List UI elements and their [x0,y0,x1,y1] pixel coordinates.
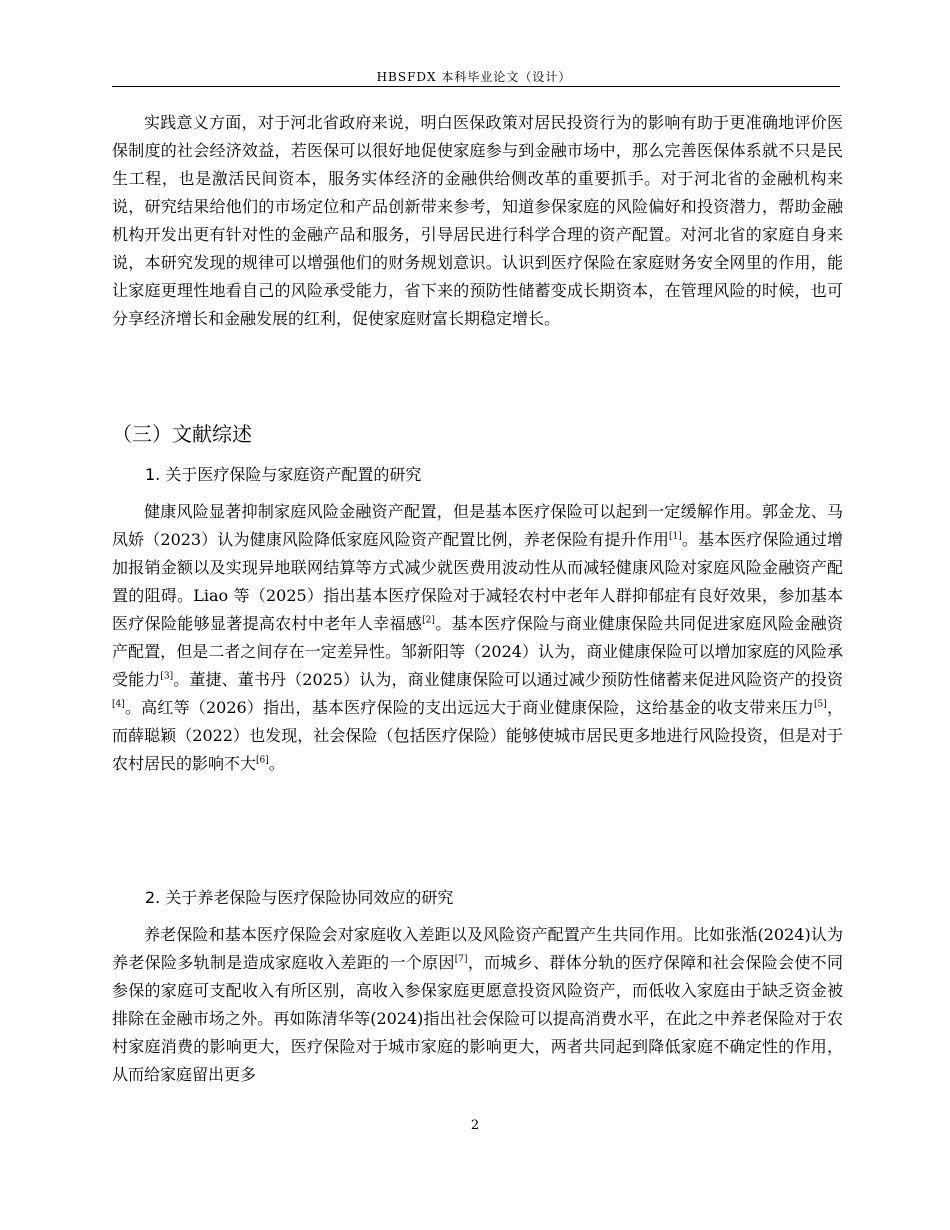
citation-ref: [3] [160,671,174,682]
literature-paragraph-1 [112,498,843,778]
page-number: 2 [470,1118,480,1133]
citation-ref: [5] [814,699,827,710]
citation-ref: [1] [668,531,682,542]
paragraph-text: 。高红等（2026）指出，基本医疗保险的支出远远大于商业健康保险，这给基金的收支带来压力 [124,698,815,717]
subsection-heading-1: 1. 关于医疗保险与家庭资产配置的研究 [145,465,422,484]
paragraph-text: 。 [268,754,285,773]
paragraph-text: 。基本医疗保险与商业健康保险共同促进家庭风险金融资产配置，但是二者之间存在一定差异性。邹新阳等（2024）认为，商业健康保险可以增加家庭的风险承受能力 [112,614,843,689]
literature-paragraph-2 [112,921,843,1089]
paragraph-text: 。董捷、董书丹（2025）认为，商业健康保险可以通过减少预防性储蓄来促进风险资产的投资 [173,670,843,689]
header-divider [112,86,840,87]
citation-ref: [7] [454,954,468,965]
page-header-title: HBSFDX 本科毕业论文（设计） [376,70,572,84]
subsection-heading-2: 2. 关于养老保险与医疗保险协同效应的研究 [145,888,454,907]
citation-ref: [4] [112,699,125,710]
section-heading-literature-review: （三）文献综述 [112,422,252,446]
paragraph-text: ，而城乡、群体分轨的医疗保障和社会保险会使不同参保的家庭可支配收入有所区别，高收入参保家庭更愿意投资风险资产，而低收入家庭由于缺乏资金被排除在金融市场之外。再如陈清华等(2024)指出社会保险可以提高消费水平，在此之中养老保险对于农村家庭消费的影响更大，医疗保险对于城市家庭的影响更大，两者共同起到降低家庭不确定性的作用，从而给家庭留出更多 [112,953,843,1084]
paragraph-text: ，而薛聪颖（2022）也发现，社会保险（包括医疗保险）能够使城市居民更多地进行风险投资，但是对于农村居民的影响不大 [112,698,843,773]
citation-ref: [6] [256,755,269,766]
paragraph-text: 养老保险和基本医疗保险会对家庭收入差距以及风险资产配置产生共同作用。比如张湉(2024)认为养老保险多轨制是造成家庭收入差距的一个原因 [112,925,843,972]
citation-ref: [2] [422,615,435,626]
paragraph-text: 健康风险显著抑制家庭风险金融资产配置，但是基本医疗保险可以起到一定缓解作用。郭金龙、马凤娇（2023）认为健康风险降低家庭风险资产配置比例，养老保险有提升作用 [112,502,843,549]
paragraph-text: 。基本医疗保险通过增加报销金额以及实现异地联网结算等方式减少就医费用波动性从而减轻健康风险对家庭风险金融资产配置的阻碍。Liao 等（2025）指出基本医疗保险对于减轻农村中老年人群抑郁症有良好效果，参加基本医疗保险能够显著提高农村中老年人幸福感 [112,530,843,633]
practical-significance-paragraph: 实践意义方面，对于河北省政府来说，明白医保政策对居民投资行为的影响有助于更准确地评价医保制度的社会经济效益，若医保可以很好地促使家庭参与到金融市场中，那么完善医保体系就不只是民生工程，也是激活民间资本，服务实体经济的金融供给侧改革的重要抓手。对于河北省的金融机构来说，研究结果给他们的市场定位和产品创新带来参考，知道参保家庭的风险偏好和投资潜力，帮助金融机构开发出更有针对性的金融产品和服务，引导居民进行科学合理的资产配置。对河北省的家庭自身来说，本研究发现的规律可以增强他们的财务规划意识。认识到医疗保险在家庭财务安全网里的作用，能让家庭更理性地看自己的风险承受能力，省下来的预防性储蓄变成长期资本，在管理风险的时候，也可分享经济增长和金融发展的红利，促使家庭财富长期稳定增长。 [112,113,843,328]
